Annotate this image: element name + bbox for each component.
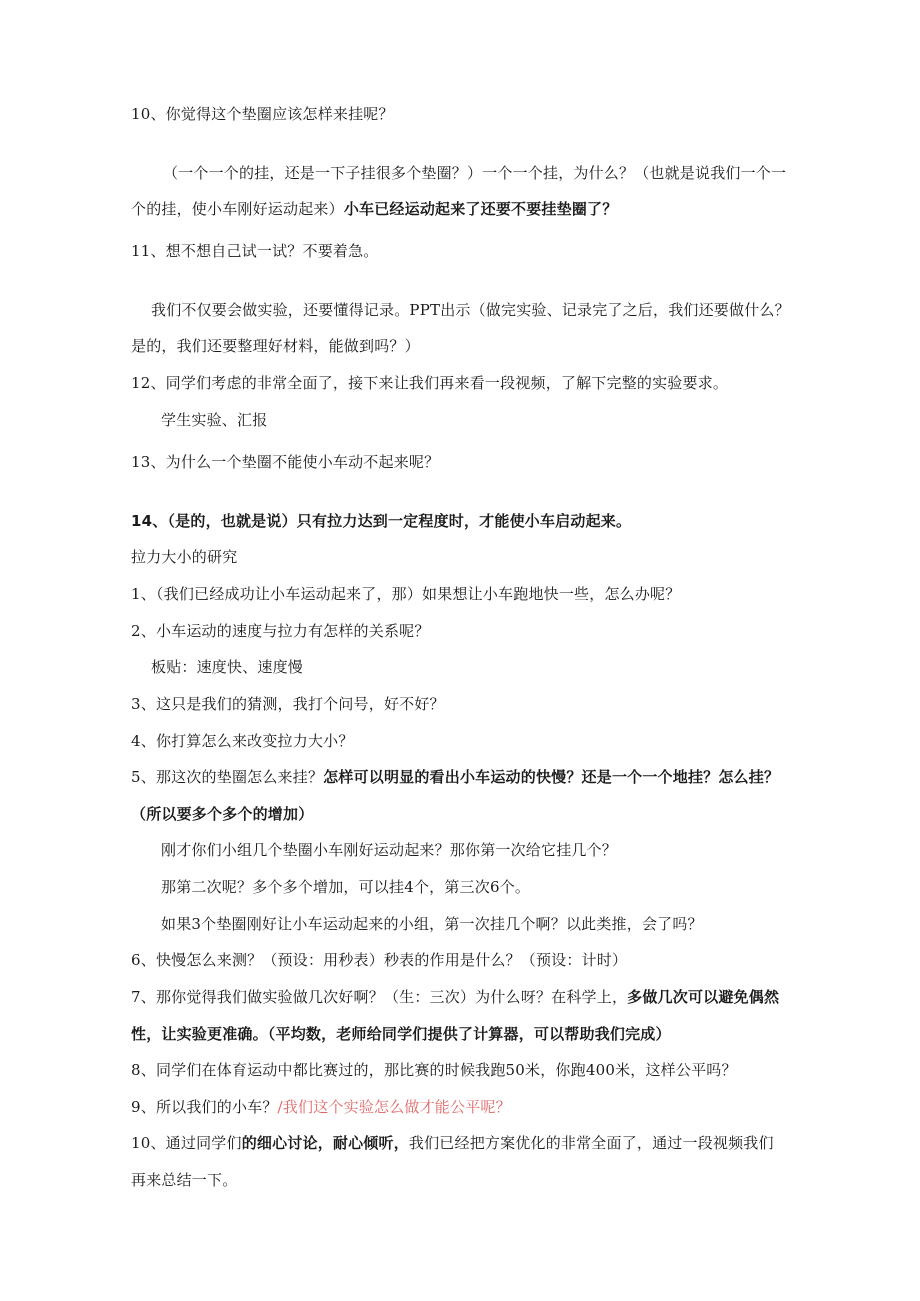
text-line: 14、（是的，也就是说）只有拉力达到一定程度时，才能使小车启动起来。 xyxy=(131,512,632,530)
text-line: 7、那你觉得我们做实验做几次好啊？（生：三次）为什么呀？在科学上，多做几次可以避免偶然 xyxy=(131,988,780,1006)
text-line: 我们不仅要会做实验，还要懂得记录。PPT出示（做完实验、记录完了之后，我们还要做什么？ xyxy=(151,301,790,319)
text-line: 1、（我们已经成功让小车运动起来了，那）如果想让小车跑地快一些，怎么办呢？ xyxy=(131,585,681,603)
text-line: 4、你打算怎么来改变拉力大小？ xyxy=(131,732,354,750)
text-line: 再来总结一下。 xyxy=(131,1171,238,1189)
text-line: 11、想不想自己试一试？不要着急。 xyxy=(131,242,379,260)
text-line: （一个一个的挂，还是一下子挂很多个垫圈？）一个一个挂，为什么？（也就是说我们一个一 xyxy=(163,164,787,182)
text-line: 个的挂，使小车刚好运动起来）小车已经运动起来了还要不要挂垫圈了？ xyxy=(131,200,618,218)
section-heading: 拉力大小的研究 xyxy=(131,548,238,566)
text-line: 12、同学们考虑的非常全面了，接下来让我们再来看一段视频，了解下完整的实验要求。 xyxy=(131,374,729,392)
text-line: 8、同学们在体育运动中都比赛过的，那比赛的时候我跑50米，你跑400米，这样公平吗？ xyxy=(131,1061,737,1079)
text-line: 10、通过同学们的细心讨论，耐心倾听，我们已经把方案优化的非常全面了，通过一段视频我们 xyxy=(131,1134,774,1152)
text-line: 是的，我们还要整理好材料，能做到吗？） xyxy=(131,337,420,355)
text-line: 性，让实验更准确。（平均数，老师给同学们提供了计算器，可以帮助我们完成） xyxy=(131,1025,671,1043)
text-line: 刚才你们小组几个垫圈小车刚好运动起来？那你第一次给它挂几个？ xyxy=(161,841,618,859)
text-line: 板贴：速度快、速度慢 xyxy=(151,658,304,676)
text-line: 13、为什么一个垫圈不能使小车动不起来呢？ xyxy=(131,453,440,471)
text-line: 10、你觉得这个垫圈应该怎样来挂呢？ xyxy=(131,105,394,123)
text-line: 5、那这次的垫圈怎么来挂？怎样可以明显的看出小车运动的快慢？还是一个一个地挂？怎么挂？ xyxy=(131,768,780,786)
text-line: 如果3个垫圈刚好让小车运动起来的小组，第一次挂几个啊？以此类推，会了吗？ xyxy=(161,915,703,933)
text-line: 那第二次呢？多个多个增加，可以挂4个，第三次6个。 xyxy=(161,878,531,896)
text-line: 9、所以我们的小车？/我们这个实验怎么做才能公平呢？ xyxy=(131,1098,511,1116)
text-line: （所以要多个多个的增加） xyxy=(131,805,314,823)
text-line: 2、小车运动的速度与拉力有怎样的关系呢？ xyxy=(131,622,430,640)
text-line: 学生实验、汇报 xyxy=(161,411,268,429)
text-line: 3、这只是我们的猜测，我打个问号，好不好？ xyxy=(131,695,445,713)
text-line: 6、快慢怎么来测？（预设：用秒表）秒表的作用是什么？（预设：计时） xyxy=(131,951,628,969)
